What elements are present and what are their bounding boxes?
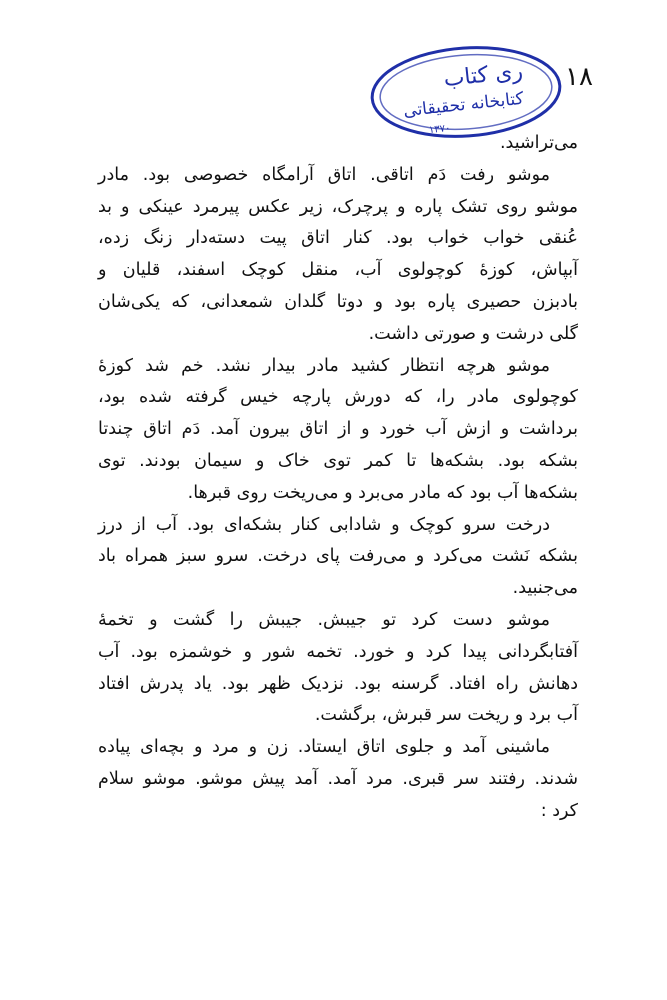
text-line: آب برد و ریخت سر قبرش، برگشت. [314, 705, 578, 726]
text-line: موشو دست کرد تو جیبش. جیبش را گشت و تخمهٔ [98, 609, 550, 630]
text-line: موشو هرچه انتظار کشید مادر بیدار نشد. خم شد کوزهٔ [98, 355, 550, 376]
text-line: عُنقی خواب خواب بود. کنار اتاق پیت دسته‌دار زنگ زده، [98, 228, 578, 249]
text-line: شدند. رفتند سر قبری. مرد آمد. آمد پیش موشو. موشو سلام [98, 768, 578, 789]
text-line: کرد : [540, 800, 578, 821]
stamp-line3: ۱۳۷۰ [428, 122, 451, 137]
text-line: برداشت و ازش آب خورد و از اتاق بیرون آمد. دَم اتاق چندتا [98, 419, 578, 440]
text-line: آفتابگردانی پیدا کرد و خورد. تخمه شور و خوشمزه بود. آب [98, 641, 578, 662]
stamp-line1: ری کتاب [442, 58, 525, 93]
text-line: بشکه بود. بشکه‌ها تا کمر توی خاک و سیمان بودند. توی [98, 450, 578, 471]
text-line: آبپاش، کوزهٔ کوچولوی آب، منقل کوچک اسفند، قلیان و [98, 260, 578, 281]
page-number: ۱۸ [565, 62, 593, 92]
text-line: موشو روی تشک پاره و پرچرک، زیر عکس پیرمرد عینکی و بد [98, 196, 578, 217]
text-line: دهانش راه افتاد. گرسنه بود. نزدیک ظهر بود. یاد پدرش افتاد [98, 673, 578, 694]
stamp-line2: کتابخانه تحقیقاتی [402, 88, 525, 122]
text-line: گلی درشت و صورتی داشت. [368, 323, 578, 344]
text-line: می‌جنبید. [512, 578, 578, 599]
text-line: موشو رفت دَم اتاقی. اتاق آرامگاه خصوصی بود. مادر [98, 164, 550, 185]
text-line: درخت سرو کوچک و شادابی کنار بشکه‌ای بود. آب از درز [98, 514, 550, 535]
text-line: ماشینی آمد و جلوی اتاق ایستاد. زن و مرد و بچه‌ای پیاده [98, 737, 550, 758]
body-text [98, 128, 578, 828]
text-line: بادبزن حصیری پاره بود و دوتا گلدان شمعدانی، که یکی‌شان [98, 291, 578, 312]
text-line: بشکه‌ها آب بود که مادر می‌برد و می‌ریخت روی قبرها. [187, 482, 578, 503]
text-line: می‌تراشید. [499, 133, 578, 153]
text-line: کوچولوی مادر را، که دورش پارچه خیس گرفته شده بود، [98, 387, 578, 408]
text-line: بشکه نَشت می‌کرد و می‌رفت پای درخت. سرو سبز همراه باد [98, 546, 578, 567]
